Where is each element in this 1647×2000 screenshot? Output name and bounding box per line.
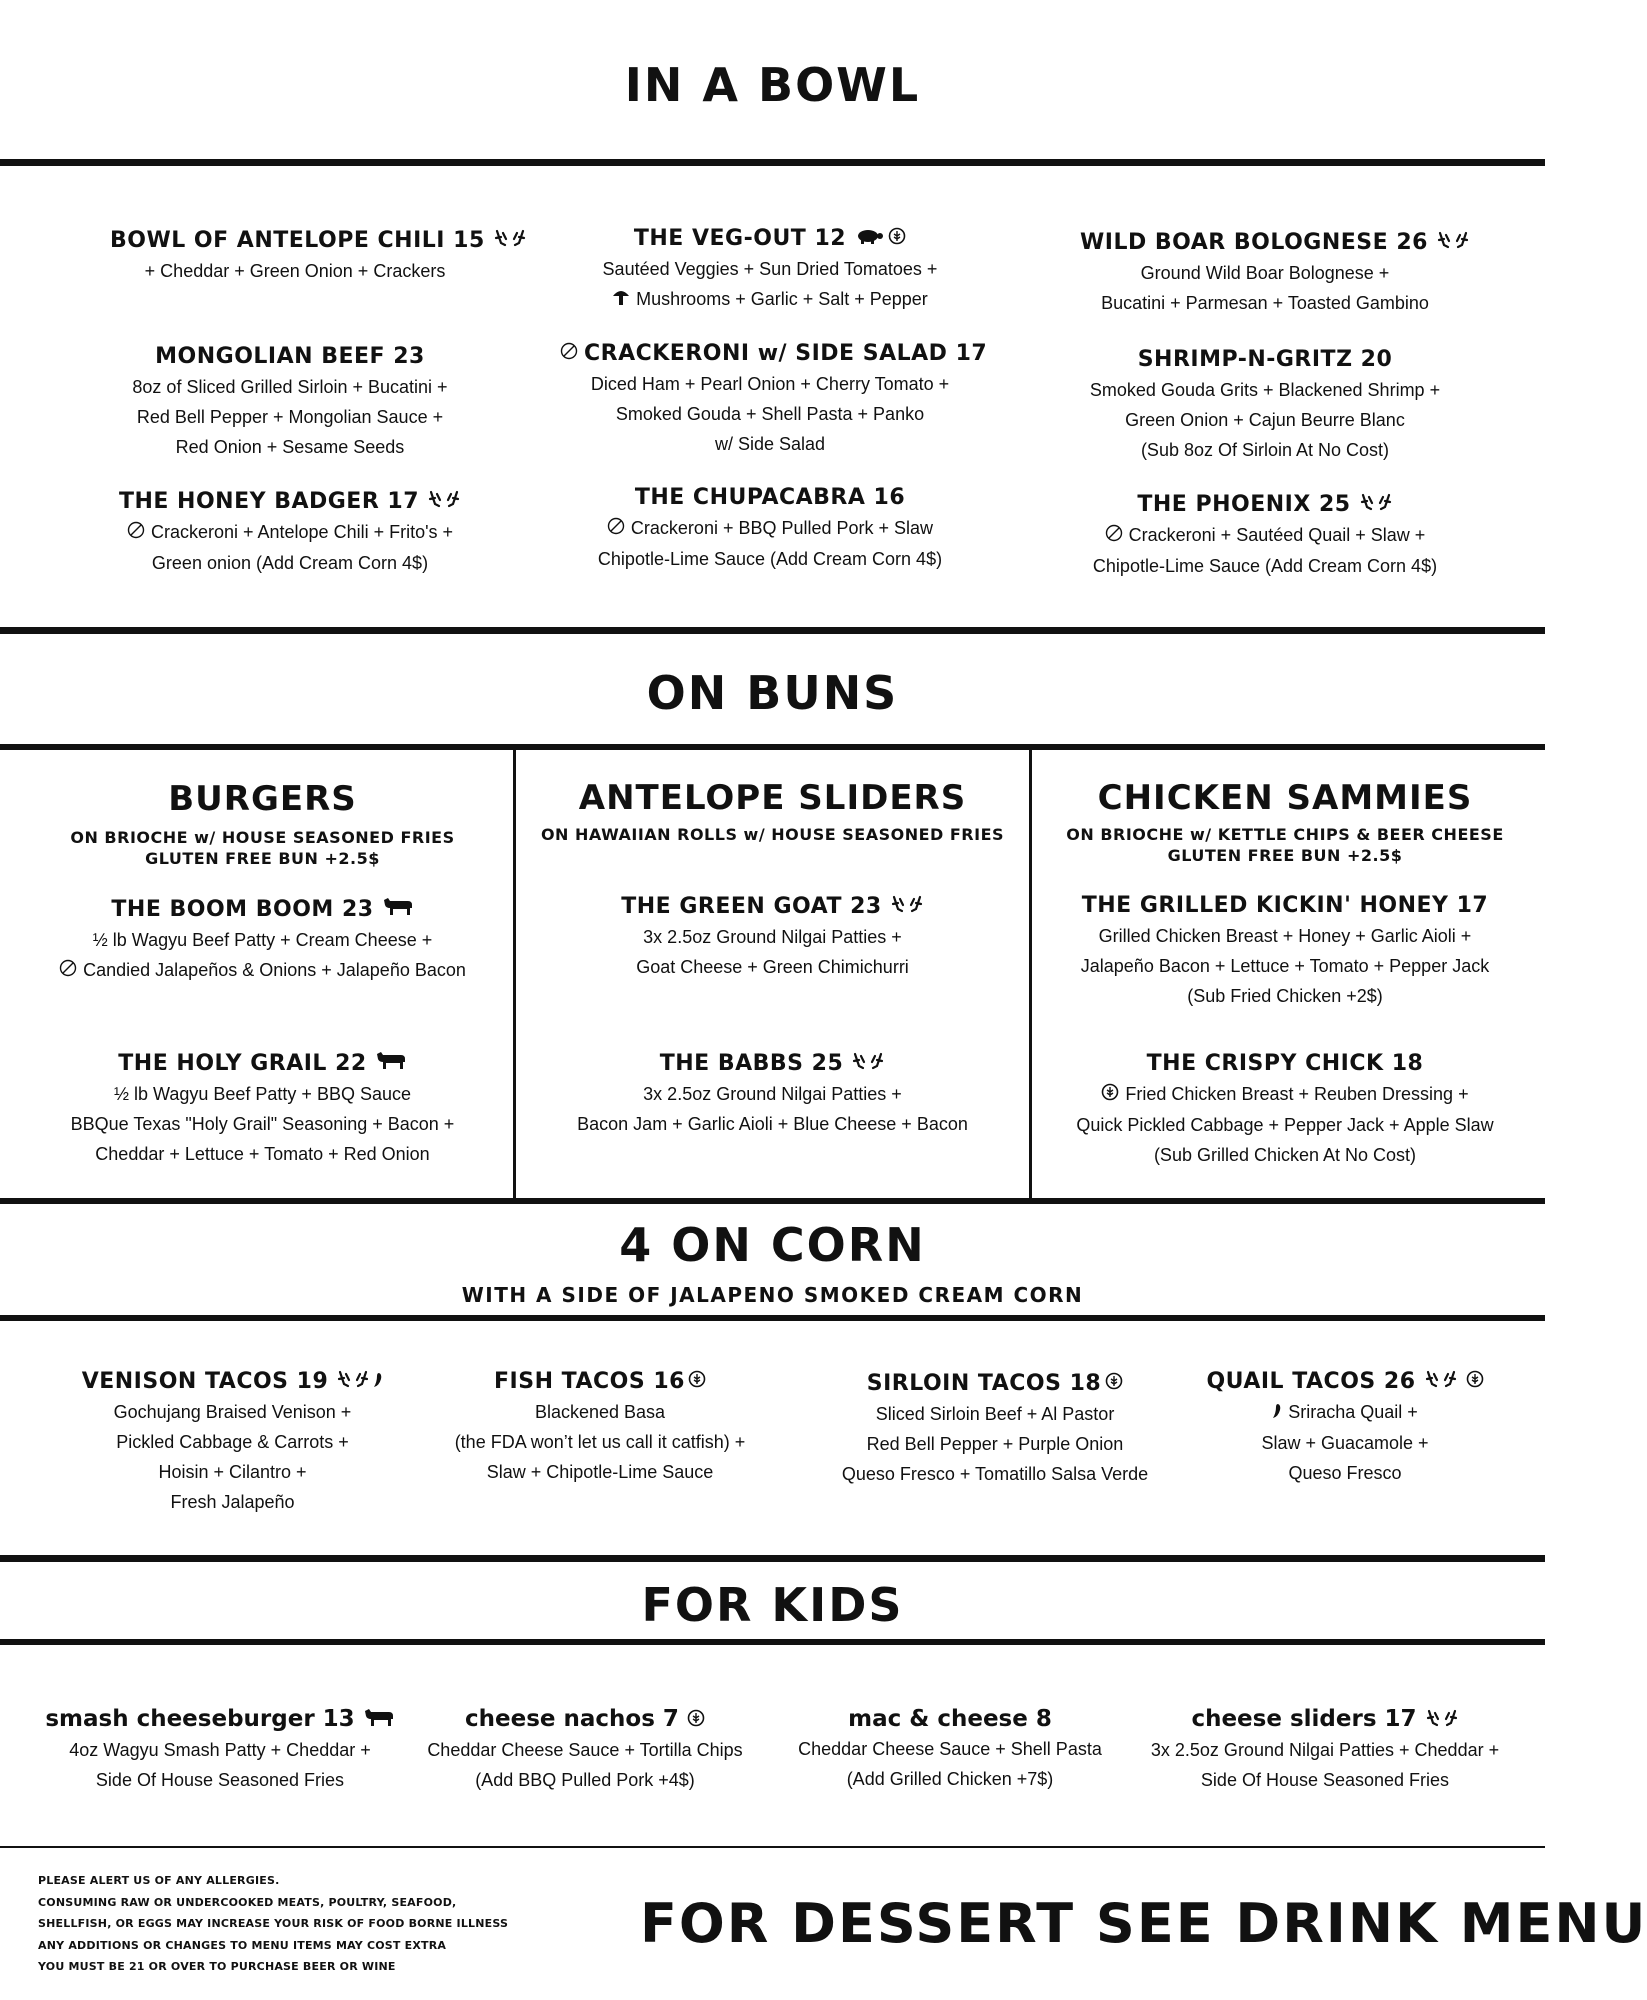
item-description: BBQue Texas "Holy Grail" Seasoning + Bacon + <box>70 1114 455 1134</box>
item-name: THE CHUPACABRA 16 <box>634 485 906 510</box>
item-name: THE CRISPY CHICK 18 <box>1146 1051 1424 1076</box>
item-description: Chipotle-Lime Sauce (Add Cream Corn 4$) <box>597 549 943 570</box>
menu-item <box>1045 891 1525 1011</box>
chicken-sammies-header <box>1045 778 1525 866</box>
column-divider <box>1029 750 1032 1200</box>
item-name: MONGOLIAN BEEF 23 <box>155 344 425 369</box>
item-description: Side Of House Seasoned Fries <box>95 1769 345 1790</box>
menu-item <box>30 895 495 986</box>
column-note: GLUTEN FREE BUN +2.5$ <box>1167 846 1403 865</box>
column-title: BURGERS <box>168 779 357 819</box>
item-description: Red Bell Pepper + Purple Onion <box>866 1434 1124 1454</box>
section-title-for-kids: FOR KIDS <box>641 1578 904 1632</box>
notice-line: ANY ADDITIONS OR CHANGES TO MENU ITEMS MAY COST EXTRA <box>38 1938 447 1952</box>
item-description: Green Onion + Cajun Beurre Blanc <box>1125 410 1405 430</box>
item-description: Side Of House Seasoned Fries <box>1200 1769 1450 1790</box>
menu-item <box>1080 345 1450 465</box>
antelope-sliders-header <box>530 778 1015 845</box>
column-title: ANTELOPE SLIDERS <box>578 778 967 818</box>
item-description: 8oz of Sliced Grilled Sirloin + Bucatini + <box>132 377 448 397</box>
menu-item <box>1070 490 1460 581</box>
item-description: Bucatini + Parmesan + Toasted Gambino <box>1101 293 1429 313</box>
item-description: Jalapeño Bacon + Lettuce + Tomato + Pepper Jack <box>1080 956 1490 976</box>
antlers-icon <box>427 487 461 517</box>
menu-item <box>430 1367 770 1487</box>
wheat-free-icon <box>1101 1080 1119 1110</box>
antlers-icon <box>851 1049 885 1079</box>
pepper-icon <box>1272 1398 1282 1428</box>
antlers-icon <box>493 226 527 256</box>
item-description: Sliced Sirloin Beef + Al Pastor <box>875 1404 1115 1424</box>
item-name: CRACKERONI w/ SIDE SALAD 17 <box>560 339 980 369</box>
menu-item <box>815 1369 1175 1489</box>
item-description: Fried Chicken Breast + Reuben Dressing + <box>1045 1079 1525 1110</box>
item-description: + Cheddar + Green Onion + Crackers <box>144 261 446 281</box>
item-description: w/ Side Salad <box>714 434 826 454</box>
item-name: mac & cheese 8 <box>848 1706 1052 1732</box>
item-description: Mushrooms + Garlic + Salt + Pepper <box>560 284 980 315</box>
item-name: THE PHOENIX 25 <box>1070 490 1460 520</box>
menu-item <box>1195 1367 1495 1488</box>
section-divider <box>0 159 1545 166</box>
item-description: Pickled Cabbage & Carrots + <box>116 1432 349 1452</box>
menu-item <box>790 1704 1110 1794</box>
column-divider <box>513 750 516 1200</box>
notice-line: PLEASE ALERT US OF ANY ALLERGIES. <box>38 1874 280 1887</box>
item-description: Red Bell Pepper + Mongolian Sauce + <box>136 407 444 427</box>
item-name: SHRIMP-N-GRITZ 20 <box>1137 347 1393 372</box>
item-name: THE BOOM BOOM 23 <box>30 895 495 925</box>
item-description: Fresh Jalapeño <box>170 1492 295 1512</box>
menu-item <box>1135 1704 1515 1795</box>
item-description: Chipotle-Lime Sauce (Add Cream Corn 4$) <box>1092 556 1438 577</box>
item-description: Slaw + Chipotle-Lime Sauce <box>486 1462 714 1482</box>
turtle-icon <box>854 224 884 254</box>
item-description: Gochujang Braised Venison + <box>113 1402 352 1422</box>
menu-item <box>530 1049 1015 1139</box>
menu-item <box>100 487 480 578</box>
section-title-4-on-corn: 4 ON CORN <box>619 1218 926 1272</box>
item-description: Crackeroni + BBQ Pulled Pork + Slaw <box>560 513 980 544</box>
cow-icon <box>375 1049 407 1079</box>
section-divider <box>0 627 1545 634</box>
item-name: THE GREEN GOAT 23 <box>530 892 1015 922</box>
item-name: cheese sliders 17 <box>1135 1704 1515 1735</box>
item-description: Sriracha Quail + <box>1195 1397 1495 1428</box>
wheat-free-icon <box>1466 1367 1484 1397</box>
section-divider <box>0 1555 1545 1562</box>
antlers-icon <box>890 892 924 922</box>
item-description: Red Onion + Sesame Seeds <box>175 437 405 457</box>
no-gluten-free-option-icon <box>59 956 77 986</box>
wheat-free-icon <box>688 1367 706 1397</box>
column-note: ON HAWAIIAN ROLLS w/ HOUSE SEASONED FRIES <box>540 825 1005 844</box>
item-name: THE BABBS 25 <box>530 1049 1015 1079</box>
footer-divider <box>0 1846 1545 1848</box>
antlers-icon <box>1425 1705 1459 1735</box>
item-description: Smoked Gouda Grits + Blackened Shrimp + <box>1089 380 1441 400</box>
item-description: 3x 2.5oz Ground Nilgai Patties + Cheddar + <box>1150 1739 1500 1760</box>
item-description: Blackened Basa <box>534 1402 666 1422</box>
cow-icon <box>363 1705 395 1735</box>
section-divider <box>0 1639 1545 1645</box>
item-description: Bacon Jam + Garlic Aioli + Blue Cheese + Bacon <box>577 1114 968 1134</box>
pepper-icon <box>373 1367 383 1397</box>
menu-item <box>1080 228 1450 318</box>
column-note: ON BRIOCHE w/ KETTLE CHIPS & BEER CHEESE <box>1066 825 1504 844</box>
cow-icon <box>382 895 414 925</box>
item-name: THE GRILLED KICKIN' HONEY 17 <box>1081 893 1489 918</box>
menu-item <box>530 892 1015 982</box>
item-name: QUAIL TACOS 26 <box>1195 1367 1495 1397</box>
item-description: Slaw + Guacamole + <box>1261 1433 1429 1454</box>
column-note: ON BRIOCHE w/ HOUSE SEASONED FRIES <box>70 828 455 847</box>
section-title-on-buns: ON BUNS <box>646 666 899 720</box>
item-name: THE HONEY BADGER 17 <box>100 487 480 517</box>
menu-item <box>1045 1049 1525 1170</box>
menu-item <box>560 224 980 315</box>
dessert-note: FOR DESSERT SEE DRINK MENU <box>640 1892 1647 1955</box>
item-description: Crackeroni + Sautéed Quail + Slaw + <box>1070 520 1460 551</box>
notice-line: SHELLFISH, OR EGGS MAY INCREASE YOUR RISK OF FOOD BORNE ILLNESS <box>38 1917 509 1930</box>
item-name: WILD BOAR BOLOGNESE 26 <box>1080 228 1450 258</box>
item-description: 4oz Wagyu Smash Patty + Cheddar + <box>69 1739 371 1760</box>
item-description: Ground Wild Boar Bolognese + <box>1140 263 1390 283</box>
wheat-free-icon <box>1105 1369 1123 1399</box>
antlers-icon <box>1436 228 1470 258</box>
item-description: 3x 2.5oz Ground Nilgai Patties + <box>643 927 902 947</box>
section-divider <box>0 1315 1545 1321</box>
item-description: Hoisin + Cilantro + <box>158 1462 307 1482</box>
item-name: THE VEG-OUT 12 <box>560 224 980 254</box>
column-title: CHICKEN SAMMIES <box>1097 778 1473 818</box>
item-description: Cheddar Cheese Sauce + Tortilla Chips <box>427 1739 743 1760</box>
menu-item <box>110 226 485 286</box>
item-description: Sautéed Veggies + Sun Dried Tomatoes + <box>602 259 938 279</box>
section-divider <box>0 1198 1545 1204</box>
item-description: Crackeroni + Antelope Chili + Frito's + <box>100 517 480 548</box>
item-name: FISH TACOS 16 <box>430 1367 770 1397</box>
item-description: (Add BBQ Pulled Pork +4$) <box>475 1769 695 1790</box>
notice-line: CONSUMING RAW OR UNDERCOOKED MEATS, POULTRY, SEAFOOD, <box>38 1895 457 1909</box>
item-description: Queso Fresco + Tomatillo Salsa Verde <box>841 1464 1149 1484</box>
item-description: ½ lb Wagyu Beef Patty + BBQ Sauce <box>114 1084 411 1104</box>
no-gluten-free-option-icon <box>1105 521 1123 551</box>
item-description: Candied Jalapeños & Onions + Jalapeño Bacon <box>30 955 495 986</box>
notice-line: YOU MUST BE 21 OR OVER TO PURCHASE BEER OR WINE <box>38 1960 396 1973</box>
menu-item <box>560 339 988 459</box>
section-title-in-a-bowl: IN A BOWL <box>624 58 921 112</box>
item-description: 3x 2.5oz Ground Nilgai Patties + <box>643 1084 902 1104</box>
item-description: (Add Grilled Chicken +7$) <box>846 1769 1054 1789</box>
item-description: Cheddar + Lettuce + Tomato + Red Onion <box>95 1144 430 1164</box>
menu-item <box>415 1704 755 1795</box>
mushroom-icon <box>612 285 630 315</box>
item-description: ½ lb Wagyu Beef Patty + Cream Cheese + <box>92 930 433 950</box>
item-name: THE HOLY GRAIL 22 <box>30 1049 495 1079</box>
menu-item <box>80 1367 385 1517</box>
antlers-icon <box>1359 490 1393 520</box>
item-description: Goat Cheese + Green Chimichurri <box>636 957 909 977</box>
item-name: SIRLOIN TACOS 18 <box>815 1369 1175 1399</box>
item-description: Cheddar Cheese Sauce + Shell Pasta <box>798 1739 1102 1759</box>
burgers-header <box>30 779 495 869</box>
menu-item <box>100 342 480 462</box>
item-description: (Sub Grilled Chicken At No Cost) <box>1153 1145 1417 1166</box>
column-note: GLUTEN FREE BUN +2.5$ <box>145 849 380 868</box>
item-name: VENISON TACOS 19 <box>80 1367 385 1397</box>
item-name: cheese nachos 7 <box>415 1704 755 1735</box>
item-description: (Sub Fried Chicken +2$) <box>1187 986 1383 1006</box>
menu-item <box>40 1704 400 1795</box>
item-description: Diced Ham + Pearl Onion + Cherry Tomato + <box>590 374 950 394</box>
no-gluten-free-option-icon <box>560 339 578 369</box>
item-description: (Sub 8oz Of Sirloin At No Cost) <box>1140 440 1390 460</box>
wheat-free-icon <box>687 1705 705 1735</box>
no-gluten-free-option-icon <box>127 518 145 548</box>
menu-item <box>560 483 980 574</box>
item-description: Quick Pickled Cabbage + Pepper Jack + Apple Slaw <box>1076 1115 1494 1136</box>
item-description: Green onion (Add Cream Corn 4$) <box>151 553 429 574</box>
antlers-icon <box>1424 1367 1458 1397</box>
section-subtitle: WITH A SIDE OF JALAPENO SMOKED CREAM CORN <box>461 1283 1084 1307</box>
item-description: Smoked Gouda + Shell Pasta + Panko <box>615 404 925 424</box>
antlers-icon <box>336 1367 370 1397</box>
item-name: smash cheeseburger 13 <box>40 1704 400 1735</box>
item-description: Grilled Chicken Breast + Honey + Garlic Aioli + <box>1098 926 1472 946</box>
item-name: BOWL OF ANTELOPE CHILI 15 <box>110 226 480 256</box>
item-description: (the FDA won’t let us call it catfish) + <box>454 1432 746 1452</box>
no-gluten-free-option-icon <box>607 514 625 544</box>
item-description: Queso Fresco <box>1288 1463 1402 1484</box>
allergy-notice <box>38 1870 508 1978</box>
menu-item <box>30 1049 495 1169</box>
wheat-free-icon <box>888 224 906 254</box>
section-divider <box>0 744 1545 750</box>
